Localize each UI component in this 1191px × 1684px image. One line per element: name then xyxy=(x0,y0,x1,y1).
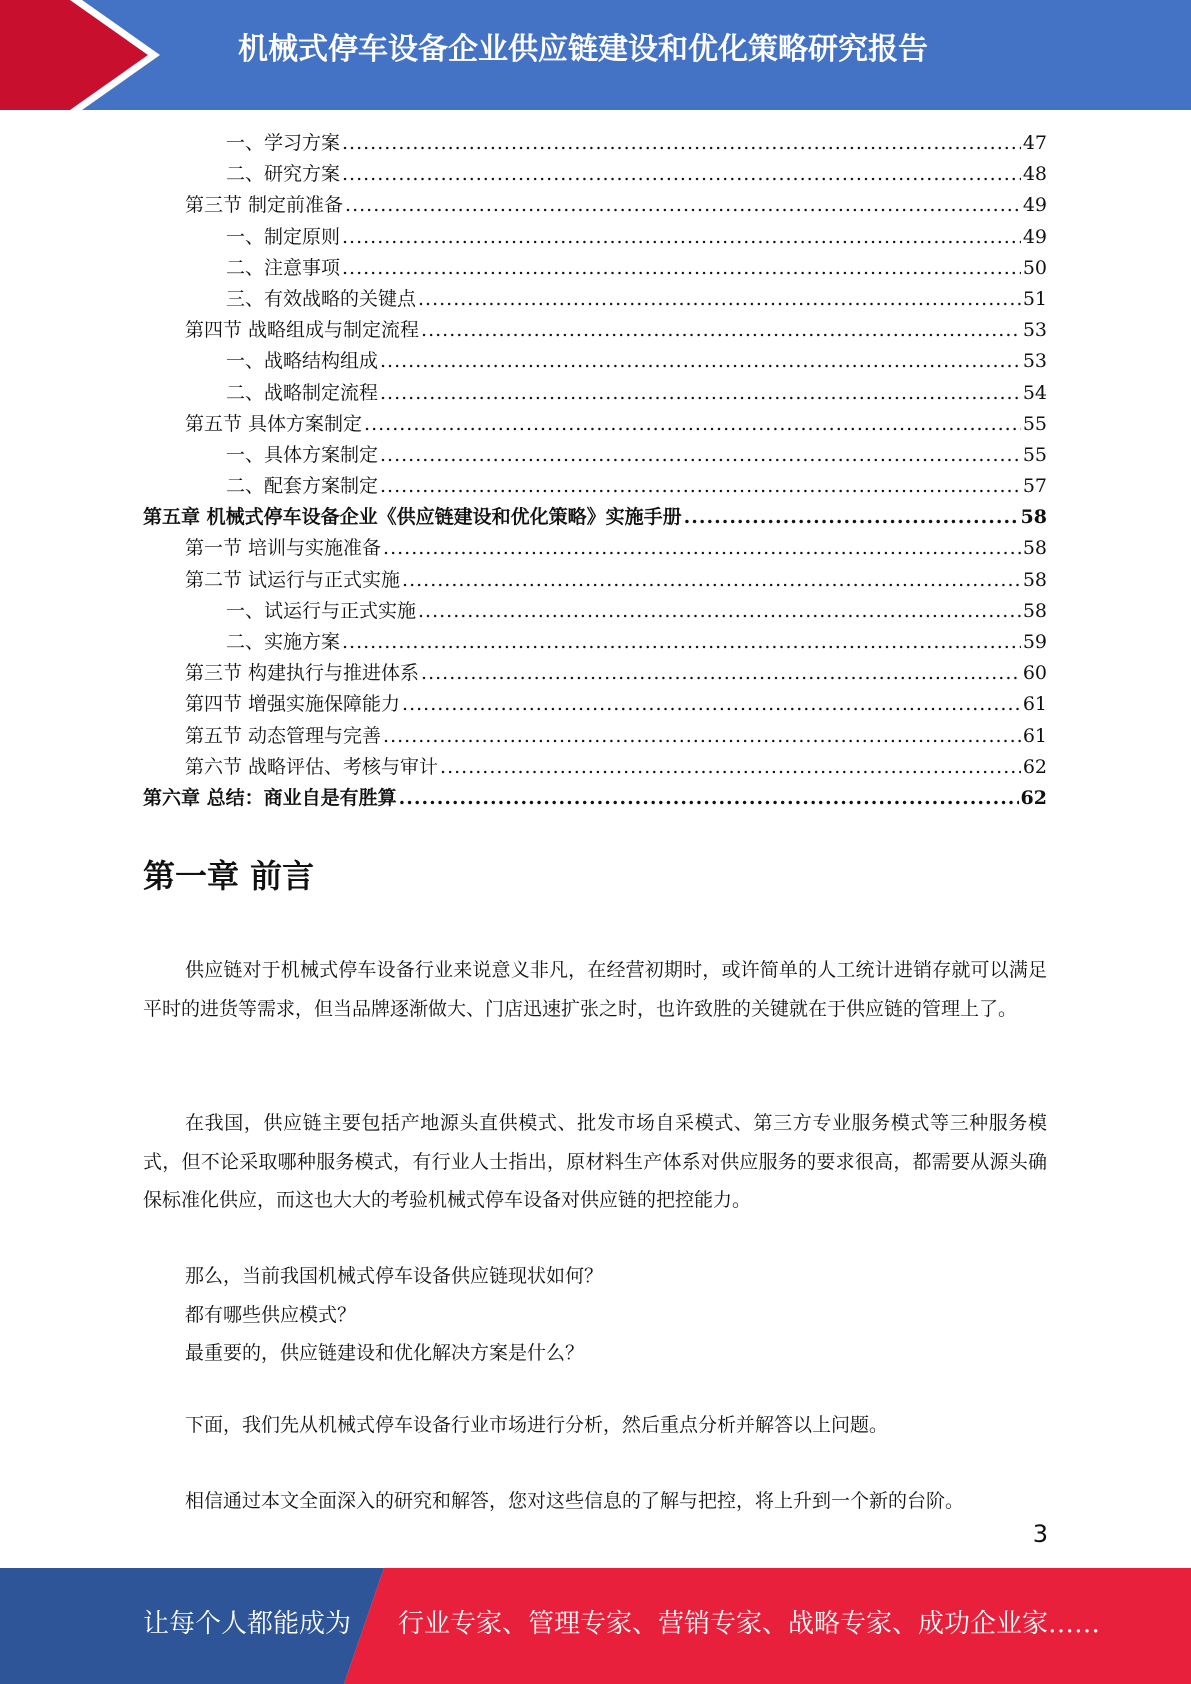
toc-page-number: 62 xyxy=(1020,786,1047,809)
paragraph-3: 下面，我们先从机械式停车设备行业市场进行分析，然后重点分析并解答以上问题。 xyxy=(185,1414,889,1436)
toc-dot-leader xyxy=(402,565,1021,596)
toc-entry-title: 一、试运行与正式实施 xyxy=(226,599,417,622)
page-number: 3 xyxy=(1032,1520,1048,1548)
toc-page-number: 48 xyxy=(1022,163,1047,186)
toc-entry-title: 第五节 具体方案制定 xyxy=(185,412,363,435)
toc-dot-leader xyxy=(342,253,1021,284)
toc-page-number: 51 xyxy=(1022,287,1047,310)
toc-page-number: 55 xyxy=(1022,443,1047,466)
toc-entry-title: 第四节 增强实施保障能力 xyxy=(185,693,401,716)
toc-entry[interactable] xyxy=(143,222,1047,253)
footer-slogan-right: 行业专家、管理专家、营销专家、战略专家、成功企业家…… xyxy=(398,1609,1101,1639)
toc-chapter-entry[interactable] xyxy=(143,502,1047,533)
paragraph-1: 供应链对于机械式停车设备行业来说意义非凡，在经营初期时，或许简单的人工统计进销存就可以满足平时的进货等需求，但当品牌逐渐做大、门店迅速扩张之时，也许致胜的关键就在于供应链的管理上了。 xyxy=(143,959,1047,1020)
toc-page-number: 53 xyxy=(1022,319,1047,342)
toc-entry-title: 第二节 试运行与正式实施 xyxy=(185,568,401,591)
toc-entry-title: 第一节 培训与实施准备 xyxy=(185,537,382,560)
toc-page-number: 59 xyxy=(1022,631,1047,653)
toc-entry-title: 一、学习方案 xyxy=(226,132,341,154)
toc-page-number: 61 xyxy=(1022,724,1047,747)
toc-entry-title: 第五章 机械式停车设备企业《供应链建设和优化策略》实施手册 xyxy=(143,506,682,529)
toc-entry-title: 第四节 战略组成与制定流程 xyxy=(185,319,420,342)
footer-slogan-left: 让每个人都能成为 xyxy=(143,1609,352,1639)
toc-page-number: 62 xyxy=(1022,755,1047,778)
toc-page-number: 55 xyxy=(1022,412,1047,435)
paragraph-4: 相信通过本文全面深入的研究和解答，您对这些信息的了解与把控，将上升到一个新的台阶。 xyxy=(185,1490,965,1512)
toc-entry[interactable] xyxy=(143,440,1047,471)
toc-entry-title: 一、具体方案制定 xyxy=(226,443,379,466)
toc-entry-title: 第六节 战略评估、考核与审计 xyxy=(185,755,439,778)
toc-page-number: 58 xyxy=(1020,506,1047,529)
toc-entry[interactable] xyxy=(143,159,1047,190)
toc-entry[interactable] xyxy=(143,533,1047,564)
toc-dot-leader xyxy=(418,284,1021,315)
toc-page-number: 58 xyxy=(1022,568,1047,591)
paragraph-4-block xyxy=(143,1482,1047,1521)
toc-entry[interactable] xyxy=(143,128,1047,159)
toc-dot-leader xyxy=(380,440,1021,471)
toc-dot-leader xyxy=(345,190,1021,221)
toc-page-number: 58 xyxy=(1022,537,1047,560)
paragraph-2: 在我国，供应链主要包括产地源头直供模式、批发市场自采模式、第三方专业服务模式等三种服务模式，但不论采取哪种服务模式，有行业人士指出，原材料生产体系对供应服务的要求很高，都需要从源头确保标准化供应，而这也大大的考验机械式停车设备对供应链的把控能力。 xyxy=(143,1112,1047,1211)
header-title: 机械式停车设备企业供应链建设和优化策略研究报告 xyxy=(238,32,928,67)
toc-dot-leader xyxy=(402,689,1021,720)
toc-entry-title: 二、注意事项 xyxy=(226,256,341,279)
toc-dot-leader xyxy=(383,721,1021,752)
toc-dot-leader xyxy=(380,378,1021,409)
toc-page-number: 57 xyxy=(1022,475,1047,498)
toc-entry[interactable] xyxy=(143,409,1047,440)
toc-entry[interactable] xyxy=(143,378,1047,409)
toc-dot-leader xyxy=(684,502,1019,533)
toc-entry[interactable] xyxy=(143,752,1047,783)
toc-entry-title: 第三节 制定前准备 xyxy=(185,194,344,217)
chapter-heading: 第一章 前言 xyxy=(143,857,315,895)
paragraph-1-block xyxy=(143,951,1047,1028)
toc-dot-leader xyxy=(421,658,1021,689)
toc-dot-leader xyxy=(440,752,1021,783)
toc-page-number: 58 xyxy=(1022,599,1047,622)
toc-entry[interactable] xyxy=(143,471,1047,502)
toc-dot-leader xyxy=(418,596,1021,627)
toc-entry[interactable] xyxy=(143,658,1047,689)
toc-dot-leader xyxy=(364,409,1021,440)
questions-block xyxy=(143,1257,1047,1373)
toc-page-number: 53 xyxy=(1022,350,1047,373)
header-arrow-graphic xyxy=(0,0,260,110)
toc-page-number: 54 xyxy=(1022,381,1047,404)
toc-entry[interactable] xyxy=(143,190,1047,221)
toc-dot-leader xyxy=(380,346,1021,377)
toc-dot-leader xyxy=(383,533,1021,564)
toc-entry-title: 二、配套方案制定 xyxy=(226,475,379,498)
page-footer xyxy=(0,1568,1191,1684)
toc-entry-title: 第三节 构建执行与推进体系 xyxy=(185,662,420,685)
toc-dot-leader xyxy=(342,159,1021,190)
toc-entry[interactable] xyxy=(143,627,1047,658)
toc-entry[interactable] xyxy=(143,346,1047,377)
toc-entry-title: 三、有效战略的关键点 xyxy=(226,287,417,310)
toc-entry[interactable] xyxy=(143,284,1047,315)
toc-page-number: 49 xyxy=(1022,225,1047,248)
toc-page-number: 49 xyxy=(1022,194,1047,217)
question-3: 最重要的，供应链建设和优化解决方案是什么？ xyxy=(185,1342,585,1364)
toc-entry[interactable] xyxy=(143,721,1047,752)
toc-dot-leader xyxy=(342,128,1021,159)
toc-entry-title: 二、战略制定流程 xyxy=(226,381,379,404)
paragraph-3-block xyxy=(143,1406,1047,1445)
toc-entry-title: 一、制定原则 xyxy=(226,225,341,248)
toc-entry[interactable] xyxy=(143,596,1047,627)
toc-dot-leader xyxy=(380,471,1021,502)
question-2: 都有哪些供应模式？ xyxy=(185,1303,357,1326)
paragraph-2-block xyxy=(143,1104,1047,1220)
toc-entry[interactable] xyxy=(143,253,1047,284)
toc-dot-leader xyxy=(342,627,1021,658)
toc-entry[interactable] xyxy=(143,315,1047,346)
question-1: 那么，当前我国机械式停车设备供应链现状如何？ xyxy=(185,1265,604,1287)
toc-entry-title: 第六章 总结：商业自是有胜算 xyxy=(143,786,397,809)
toc-page-number: 60 xyxy=(1022,662,1047,685)
page-header xyxy=(0,0,1191,110)
toc-page-number: 50 xyxy=(1022,256,1047,279)
toc-chapter-entry[interactable] xyxy=(143,783,1047,814)
toc-entry[interactable] xyxy=(143,689,1047,720)
toc-dot-leader xyxy=(421,315,1021,346)
toc-entry[interactable] xyxy=(143,565,1047,596)
toc-page-number: 61 xyxy=(1022,693,1047,716)
toc-entry-title: 二、实施方案 xyxy=(226,631,341,653)
toc-entry-title: 第五节 动态管理与完善 xyxy=(185,724,382,747)
toc-dot-leader xyxy=(399,783,1019,814)
toc-entry-title: 二、研究方案 xyxy=(226,163,341,186)
table-of-contents xyxy=(143,128,1047,814)
toc-dot-leader xyxy=(342,222,1021,253)
toc-entry-title: 一、战略结构组成 xyxy=(226,350,379,373)
toc-page-number: 47 xyxy=(1022,132,1047,154)
